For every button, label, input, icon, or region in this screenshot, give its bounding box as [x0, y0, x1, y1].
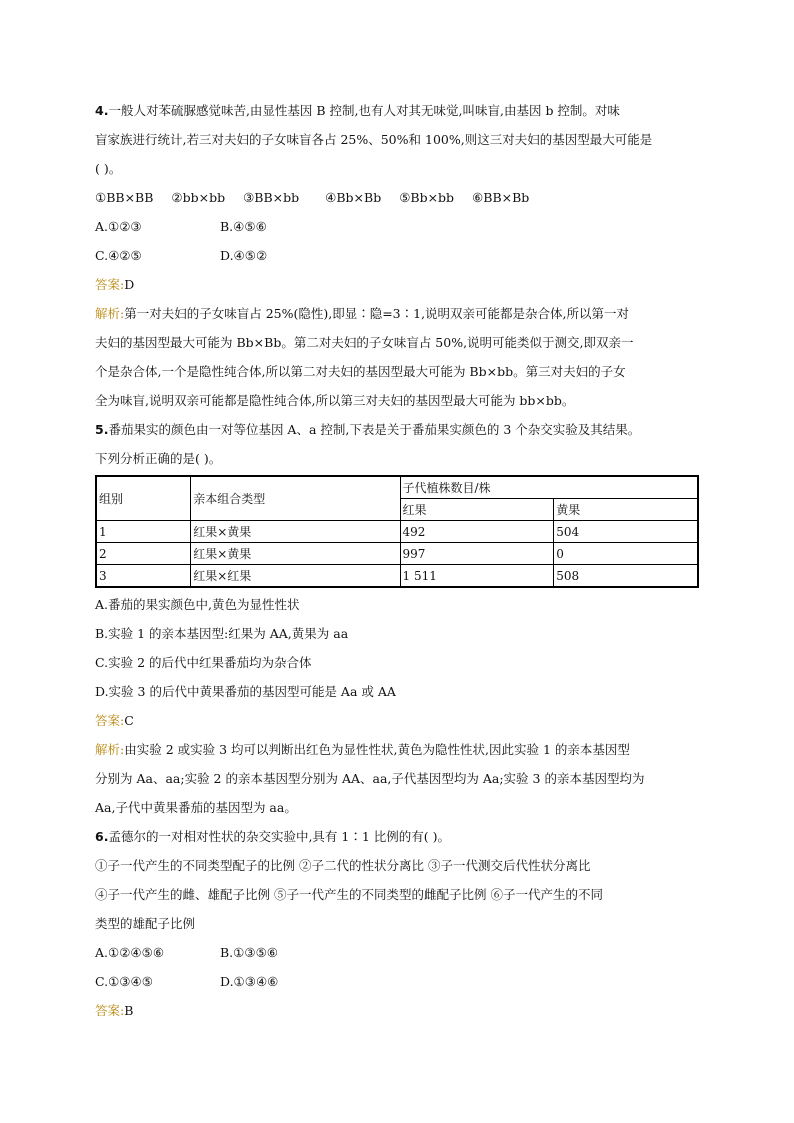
answer-label: 答案: [95, 713, 125, 728]
q5-option-d: D.实验 3 的后代中黄果番茄的基因型可能是 Aa 或 AA [95, 684, 396, 699]
q4-option-b: B.④⑤⑥ [220, 219, 267, 234]
table-row [96, 565, 698, 588]
q5-answer [95, 706, 705, 735]
q4-choice: ①BB×BB [95, 190, 154, 205]
q4-choice: ②bb×bb [171, 190, 226, 205]
table-cell-red: 1 511 [400, 565, 554, 588]
q4-explanation-line-3: 个是杂合体,一个是隐性纯合体,所以第二对夫妇的基因型最大可能为 Bb×bb。第三对夫妇的子女 [95, 364, 626, 379]
q6-option-a: A.①②④⑤⑥ [95, 945, 165, 960]
q6-number: 6. [95, 829, 109, 844]
q4-options-row-1 [95, 212, 705, 241]
q4-stem-text-1: 一般人对苯硫脲感觉味苦,由显性基因 B 控制,也有人对其无味觉,叫味盲,由基因 b 控制。对味 [108, 103, 620, 118]
q5-explanation-text-1: 由实验 2 或实验 3 均可以判断出红色为显性性状,黄色为隐性性状,因此实验 1 的亲本基因型 [124, 742, 630, 757]
q4-explanation-line-1 [95, 299, 705, 328]
explanation-label: 解析: [95, 742, 125, 757]
q4-choice: ⑥BB×Bb [472, 190, 530, 205]
q4-explanation-text-1: 第一对夫妇的子女味盲占 25%(隐性),即显∶隐=3∶1,说明双亲可能都是杂合体,所以第一对 [124, 306, 630, 321]
table-cell-red: 997 [400, 543, 554, 565]
table-cell-group: 3 [96, 565, 191, 588]
table-cell-yellow: 504 [554, 521, 698, 543]
q6-stem-line-1 [95, 822, 705, 851]
q5-number: 5. [95, 422, 109, 437]
table-cell-parent: 红果×红果 [191, 565, 400, 588]
table-header-red: 红果 [400, 499, 554, 521]
q5-option-b: B.实验 1 的亲本基因型:红果为 AA,黄果为 aa [95, 626, 349, 641]
q6-answer-value: B [124, 1003, 134, 1018]
q5-explanation-line-3: Aa,子代中黄果番茄的基因型为 aa。 [95, 800, 297, 815]
table-row [96, 543, 698, 565]
q6-options-row-1 [95, 938, 705, 967]
q6-answer [95, 996, 705, 1025]
q6-items-line-2: ④子一代产生的雌、雄配子比例 ⑤子一代产生的不同类型的雌配子比例 ⑥子一代产生的不同 [95, 887, 603, 902]
q5-explanation-line-2: 分别为 Aa、aa;实验 2 的亲本基因型分别为 AA、aa,子代基因型均为 Aa;实验 3 的亲本基因型均为 [95, 771, 645, 786]
document-page [95, 96, 705, 1025]
table-header-group: 组别 [96, 476, 191, 521]
q4-stem-line-2: 盲家族进行统计,若三对夫妇的子女味盲各占 25%、50%和 100%,则这三对夫妇的基因型最大可能是 [95, 132, 653, 147]
q6-items-line-1: ①子一代产生的不同类型配子的比例 ②子二代的性状分离比 ③子一代测交后代性状分离比 [95, 858, 591, 873]
q5-option-c: C.实验 2 的后代中红果番茄均为杂合体 [95, 655, 312, 670]
table-cell-parent: 红果×黄果 [191, 521, 400, 543]
q4-choice: ④Bb×Bb [325, 190, 382, 205]
q4-explanation-line-2: 夫妇的基因型最大可能为 Bb×Bb。第二对夫妇的子女味盲占 50%,说明可能类似于测交,即双亲一 [95, 335, 634, 350]
q4-options-row-2 [95, 241, 705, 270]
q5-explanation-line-1 [95, 735, 705, 764]
q6-stem-text-1: 孟德尔的一对相对性状的杂交实验中,具有 1∶1 比例的有( )。 [108, 829, 451, 844]
explanation-label: 解析: [95, 306, 125, 321]
q5-option-a: A.番茄的果实颜色中,黄色为显性性状 [95, 597, 300, 612]
answer-label: 答案: [95, 1003, 125, 1018]
q5-data-table [95, 475, 699, 588]
q5-stem-line-2: 下列分析正确的是( )。 [95, 451, 222, 466]
answer-label: 答案: [95, 277, 125, 292]
table-header-offspring: 子代植株数目/株 [400, 476, 698, 499]
q4-number: 4. [95, 103, 109, 118]
table-header-parent: 亲本组合类型 [191, 476, 400, 521]
table-header-yellow: 黄果 [554, 499, 698, 521]
q4-option-a: A.①②③ [95, 219, 142, 234]
q4-option-c: C.④②⑤ [95, 248, 142, 263]
q4-stem-line-1 [95, 96, 705, 125]
q5-stem-line-1 [95, 415, 705, 444]
q4-answer [95, 270, 705, 299]
q4-choice: ③BB×bb [243, 190, 300, 205]
q4-stem-line-3: ( )。 [95, 161, 122, 176]
q4-choices [95, 183, 705, 212]
table-cell-parent: 红果×黄果 [191, 543, 400, 565]
q5-answer-value: C [124, 713, 134, 728]
q6-items-line-3: 类型的雄配子比例 [95, 916, 196, 931]
table-cell-red: 492 [400, 521, 554, 543]
table-cell-yellow: 508 [554, 565, 698, 588]
q5-stem-text-1: 番茄果实的颜色由一对等位基因 A、a 控制,下表是关于番茄果实颜色的 3 个杂交实验及其结果。 [108, 422, 641, 437]
q4-choice: ⑤Bb×bb [399, 190, 455, 205]
table-cell-yellow: 0 [554, 543, 698, 565]
q4-answer-value: D [124, 277, 135, 292]
q6-option-d: D.①③④⑥ [220, 974, 279, 989]
table-row [96, 521, 698, 543]
q6-option-b: B.①③⑤⑥ [220, 945, 278, 960]
q6-option-c: C.①③④⑤ [95, 974, 153, 989]
table-cell-group: 1 [96, 521, 191, 543]
q6-options-row-2 [95, 967, 705, 996]
q4-option-d: D.④⑤② [220, 248, 268, 263]
q4-explanation-line-4: 全为味盲,说明双亲可能都是隐性纯合体,所以第三对夫妇的基因型最大可能为 bb×bb。 [95, 393, 575, 408]
table-cell-group: 2 [96, 543, 191, 565]
